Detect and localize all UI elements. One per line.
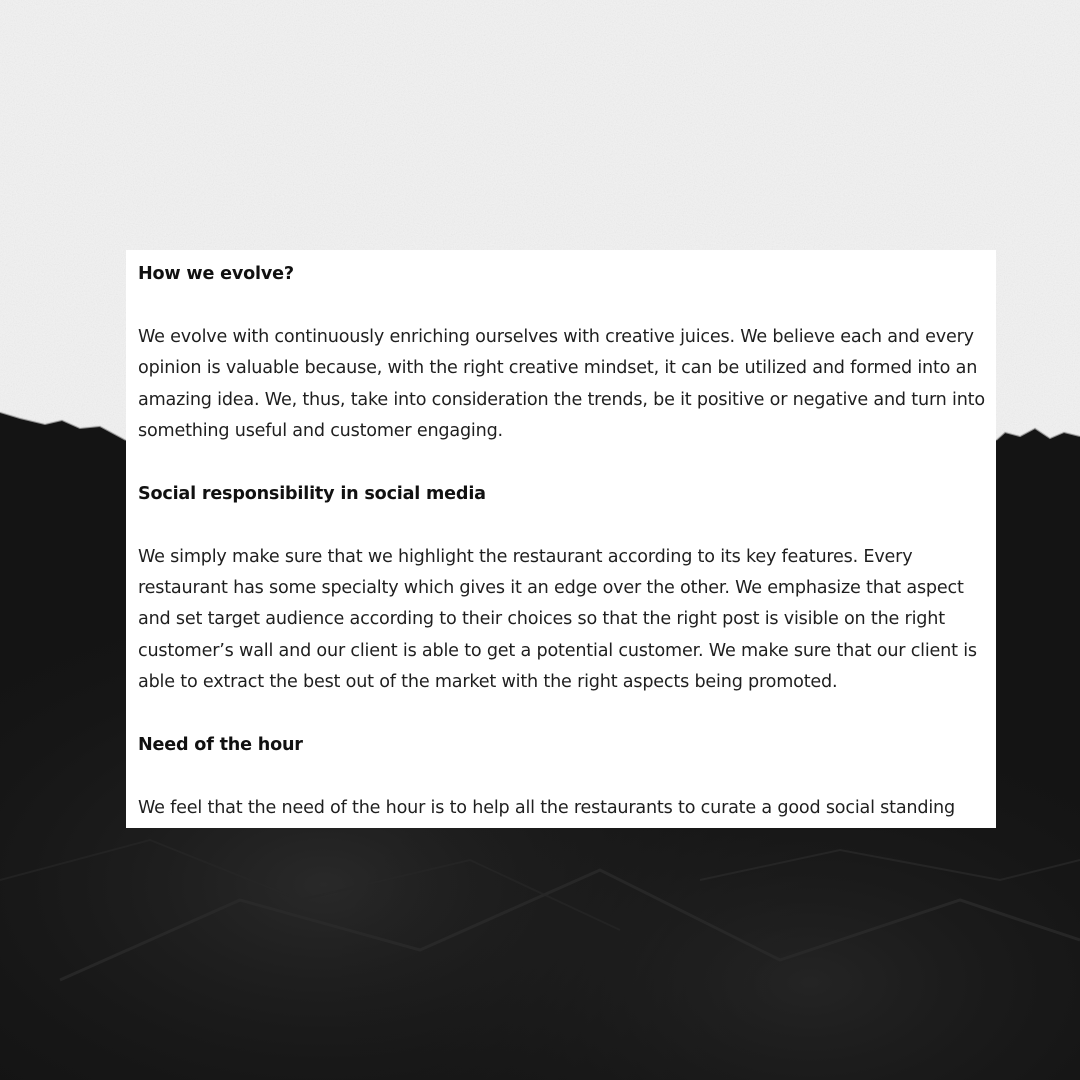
text-card [126, 250, 996, 828]
spacer [138, 699, 986, 730]
section-paragraph: We simply make sure that we highlight the restaurant according to its key features. Every restaurant has some specialty which gives it an edge over the other. We emphasize that aspect and set target audience according to their choices so that the right post is visible on the right customer’s wall and our client is able to get a potential customer. We make sure that our client is able to extract the best out of the market with the right aspects being promoted. [138, 546, 977, 693]
spacer [138, 510, 986, 541]
spacer [138, 447, 986, 478]
section-paragraph: We feel that the need of the hour is to help all the restaurants to curate a good social standing [138, 797, 955, 818]
section-heading: How we evolve? [138, 264, 294, 284]
section-paragraph: We evolve with continuously enriching ourselves with creative juices. We believe each and every opinion is valuable because, with the right creative mindset, it can be utilized and formed into an amazing idea. We, thus, take into consideration the trends, be it positive or negative and turn into something useful and customer engaging. [138, 326, 985, 442]
section-heading: Need of the hour [138, 735, 303, 756]
spacer [138, 761, 986, 792]
spacer [138, 290, 986, 321]
section-heading: Social responsibility in social media [138, 483, 486, 504]
